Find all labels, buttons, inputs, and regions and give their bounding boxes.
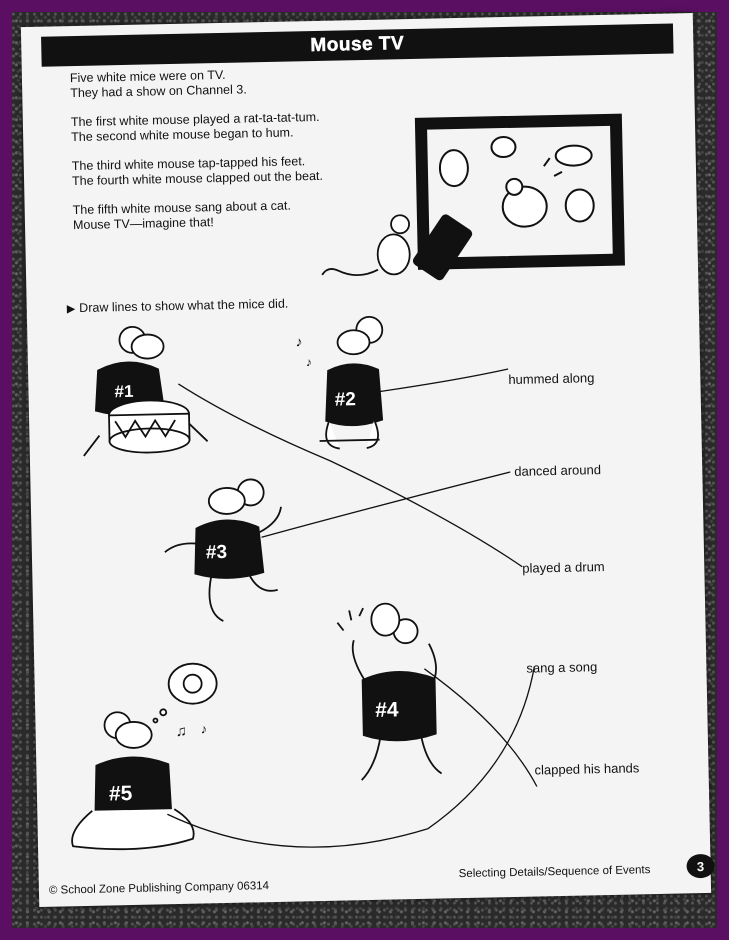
mouse-number-4: #4 (375, 698, 399, 722)
mouse-number-2: #2 (334, 389, 357, 411)
skill-footer: Selecting Details/Sequence of Events (458, 864, 651, 881)
poem-line: Five white mice were on TV. (69, 67, 226, 86)
worksheet-page (21, 13, 711, 907)
choice-played-a-drum: played a drum (522, 559, 605, 576)
instruction-text: Draw lines to show what the mice did. (79, 296, 289, 315)
mouse-5 (68, 663, 220, 850)
svg-text:♫: ♫ (175, 722, 188, 741)
triangle-bullet-icon: ▶ (66, 303, 76, 316)
poem-line: Mouse TV—imagine that! (72, 215, 214, 233)
poem-line: The fifth white mouse sang about a cat. (72, 198, 291, 218)
poem-line: The second white mouse began to hum. (71, 125, 294, 145)
page-number-badge: 3 (686, 854, 714, 879)
poem-line: The first white mouse played a rat-ta-tat-tum. (70, 109, 320, 130)
mouse-number-3: #3 (205, 541, 228, 564)
svg-text:♪: ♪ (295, 333, 303, 350)
poem-line: They had a show on Channel 3. (70, 82, 247, 101)
copyright-footer: © School Zone Publishing Company 06314 (48, 880, 270, 897)
poem-line: The fourth white mouse clapped out the beat. (71, 168, 324, 189)
mouse-4 (337, 603, 442, 781)
page-title: Mouse TV (310, 33, 405, 57)
remote-mouse-icon (321, 213, 474, 283)
svg-text:♪: ♪ (200, 721, 208, 737)
choice-clapped-his-hands: clapped his hands (534, 760, 640, 778)
choice-sang-a-song: sang a song (526, 659, 598, 676)
choice-hummed-along: hummed along (508, 370, 595, 387)
mouse-number-5: #5 (108, 781, 133, 806)
poem-line: The third white mouse tap-tapped his feet. (71, 154, 306, 174)
mouse-number-1: #1 (114, 381, 134, 402)
mouse-2 (295, 317, 385, 450)
choice-danced-around: danced around (514, 462, 602, 479)
svg-text:♪: ♪ (305, 355, 313, 370)
